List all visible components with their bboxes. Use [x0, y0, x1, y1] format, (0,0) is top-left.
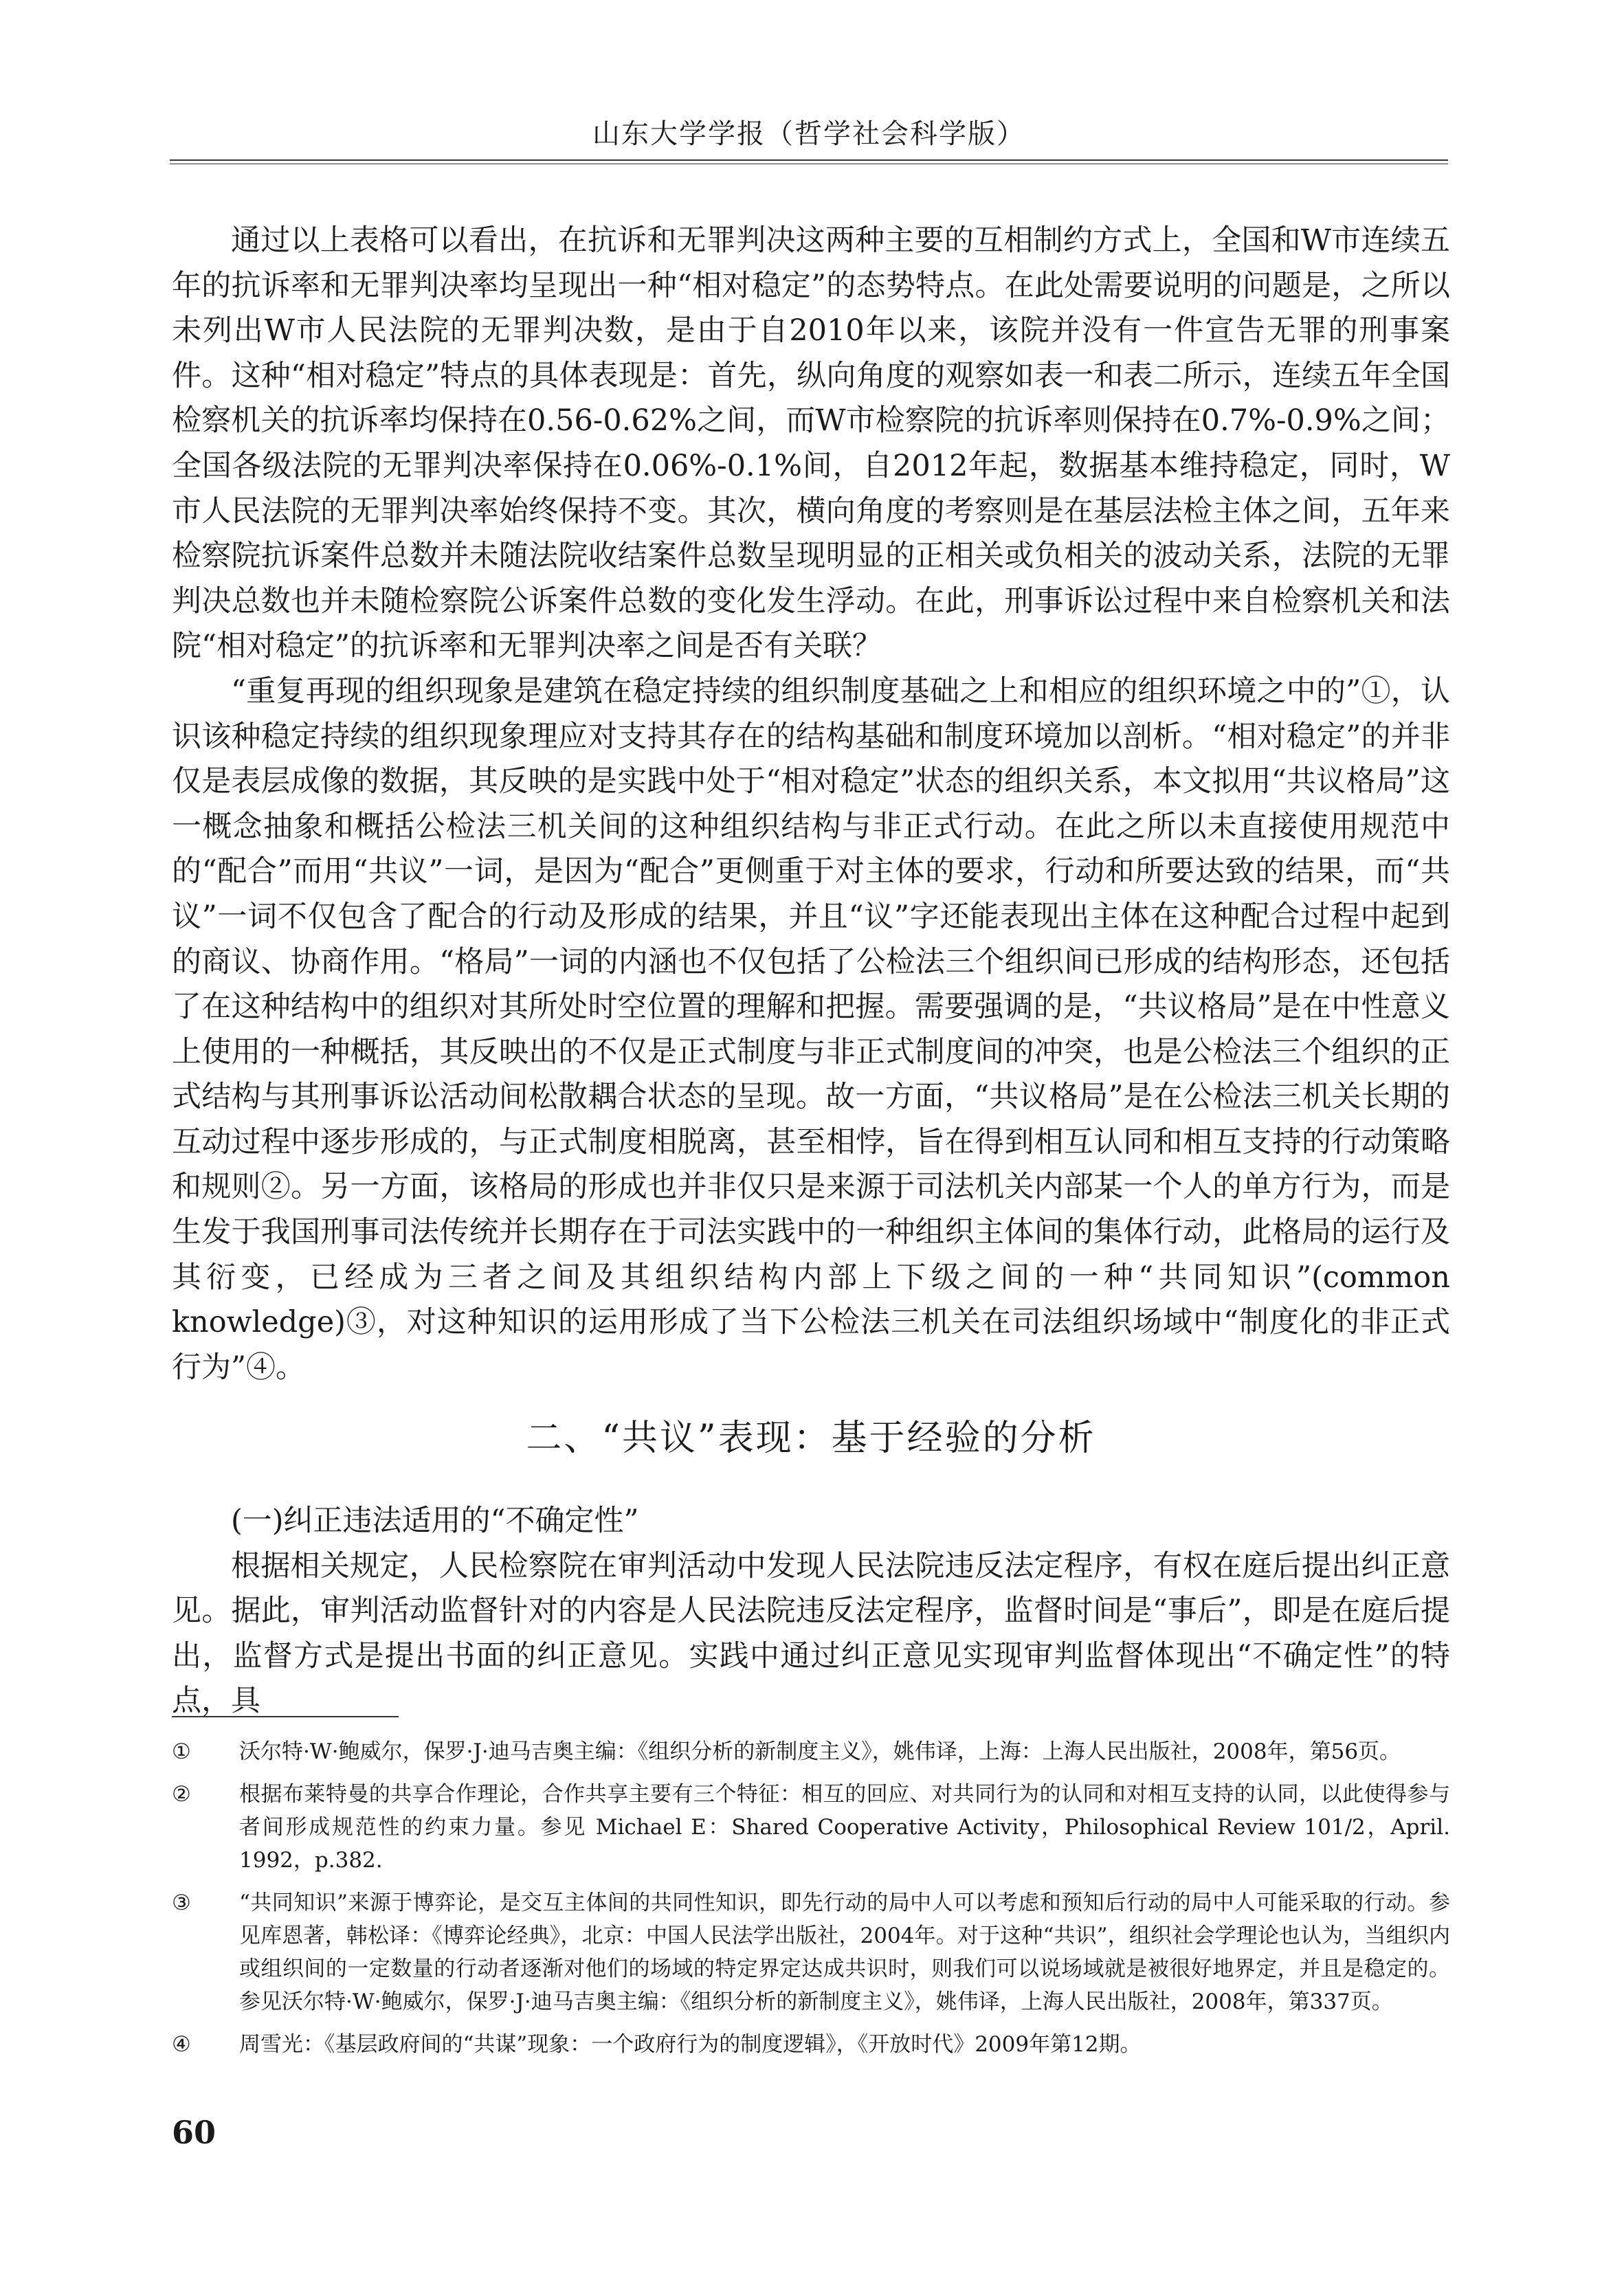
footnote-mark: ② [172, 1782, 191, 1807]
paragraph-2: “重复再现的组织现象是建筑在稳定持续的组织制度基础之上和相应的组织环境之中的”①，认识该种稳定持续的组织现象理应对支持其存在的结构基础和制度环境加以剖析。“相对稳定”的并非仅是表层成像的数据，其反映的是实践中处于“相对稳定”状态的组织关系，本文拟用“共议格局”这一概念抽象和概括公检法三机关间的这种组织结构与非正式行动。在此之所以未直接使用规范中的“配合”而用“共议”一词，是因为“配合”更侧重于对主体的要求，行动和所要达致的结果，而“共议”一词不仅包含了配合的行动及形成的结果，并且“议”字还能表现出主体在这种配合过程中起到的商议、协商作用。“格局”一词的内涵也不仅包括了公检法三个组织间已形成的结构形态，还包括了在这种结构中的组织对其所处时空位置的理解和把握。需要强调的是，“共议格局”是在中性意义上使用的一种概括，其反映出的不仅是正式制度与非正式制度间的冲突，也是公检法三个组织的正式结构与其刑事诉讼活动间松散耦合状态的呈现。故一方面，“共议格局”是在公检法三机关长期的互动过程中逐步形成的，与正式制度相脱离，甚至相悖，旨在得到相互认同和相互支持的行动策略和规则②。另一方面，该格局的形成也并非仅只是来源于司法机关内部某一个人的单方行为，而是生发于我国刑事司法传统并长期存在于司法实践中的一种组织主体间的集体行动，此格局的运行及其衍变，已经成为三者之间及其组织结构内部上下级之间的一种“共同知识”(common knowledge)③，对这种知识的运用形成了当下公检法三机关在司法组织场域中“制度化的非正式行为”④。 [172, 673, 1450, 1385]
section-text [172, 1499, 1450, 1724]
header-rule [170, 159, 1448, 161]
journal-header: 山东大学学报（哲学社会科学版） [592, 118, 1025, 150]
footnote-mark: ③ [172, 1891, 191, 1915]
footnote-text: “共同知识”来源于博弈论，是交互主体间的共同性知识，即先行动的局中人可以考虑和预知后行动的局中人可能采取的行动。参见库恩著，韩松译：《博弈论经典》，北京：中国人民法学出版社，2004年。对于这种“共识”，组织社会学理论也认为，当组织内或组织间的一定数量的行动者逐渐对他们的场域的特定界定达成共识时，则我们可以说场域就是被很好地界定，并且是稳定的。参见沃尔特·W·鲍威尔，保罗·J·迪马吉奥主编：《组织分析的新制度主义》，姚伟译，上海人民出版社，2008年，第337页。 [239, 1891, 1450, 2014]
paragraph-1: 通过以上表格可以看出，在抗诉和无罪判决这两种主要的互相制约方式上，全国和W市连续五年的抗诉率和无罪判决率均呈现出一种“相对稳定”的态势特点。在此处需要说明的问题是，之所以未列出W市人民法院的无罪判决数，是由于自2010年以来，该院并没有一件宣告无罪的刑事案件。这种“相对稳定”特点的具体表现是：首先，纵向角度的观察如表一和表二所示，连续五年全国检察机关的抗诉率均保持在0.56-0.62%之间，而W市检察院的抗诉率则保持在0.7%-0.9%之间；全国各级法院的无罪判决率保持在0.06%-0.1%间，自2012年起，数据基本维持稳定，同时，W市人民法院的无罪判决率始终保持不变。其次，横向角度的考察则是在基层法检主体之间，五年来检察院抗诉案件总数并未随法院收结案件总数呈现明显的正相关或负相关的波动关系，法院的无罪判决总数也并未随检察院公诉案件总数的变化发生浮动。在此，刑事诉讼过程中来自检察机关和法院“相对稳定”的抗诉率和无罪判决率之间是否有关联？ [172, 223, 1450, 664]
footnotes [172, 1735, 1450, 2071]
footnote-text: 根据布莱特曼的共享合作理论，合作共享主要有三个特征：相互的回应、对共同行为的认同和对相互支持的认同，以此使得参与者间形成规范性的约束力量。参见 Michael E：Shared Cooperative Activity，Philosophical Review 101/2，April. 1992，p.382. [239, 1782, 1450, 1873]
footnote [172, 1735, 1450, 1768]
footnote-mark: ④ [172, 2032, 191, 2057]
page-number: 60 [172, 2114, 216, 2151]
footnote-rule [172, 1716, 399, 1717]
section-heading: 二、“共议”表现：基于经验的分析 [526, 1418, 1096, 1459]
footnote [172, 1778, 1450, 1877]
paragraph-3: 根据相关规定，人民检察院在审判活动中发现人民法院违反法定程序，有权在庭后提出纠正意见。据此，审判活动监督针对的内容是人民法院违反法定程序，监督时间是“事后”，即是在庭后提出，监督方式是提出书面的纠正意见。实践中通过纠正意见实现审判监督体现出“不确定性”的特点，具 [172, 1548, 1450, 1719]
footnote [172, 2028, 1450, 2061]
footnote-text: 沃尔特·W·鲍威尔，保罗·J·迪马吉奥主编：《组织分析的新制度主义》，姚伟译，上海：上海人民出版社，2008年，第56页。 [239, 1739, 1401, 1764]
footnote [172, 1886, 1450, 2018]
footnote-mark: ① [172, 1739, 191, 1764]
footnote-text: 周雪光：《基层政府间的“共谋”现象：一个政府行为的制度逻辑》，《开放时代》2009年第12期。 [239, 2032, 1142, 2057]
subsection-heading: (一)纠正违法适用的“不确定性” [231, 1504, 639, 1538]
main-text [172, 219, 1450, 1390]
